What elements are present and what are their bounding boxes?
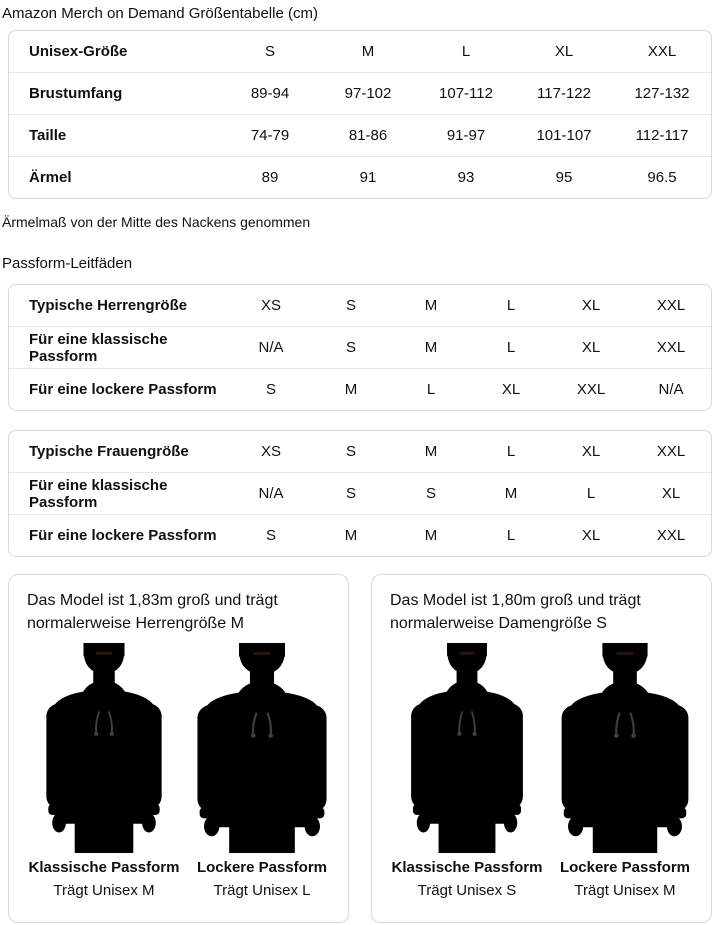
cell: XXL [656,443,686,460]
cell: M [424,443,438,460]
cell: M [344,527,358,544]
table-row-classic-fit [9,326,711,368]
cell: XL [581,443,601,460]
cell: N/A [658,381,684,398]
fit-caption-title: Klassische Passform [28,859,180,876]
figure-loose-fit [546,643,704,900]
figure-classic-fit [388,643,546,900]
cell: XS [260,297,281,314]
cell: L [506,297,516,314]
fit-caption-size: Trägt Unisex M [53,882,155,899]
cell: 93 [457,169,475,186]
table-row-sleeve [9,156,711,198]
cell: N/A [258,339,284,356]
female-model-classic-fit-image [388,643,546,853]
cell: 91-97 [446,127,486,144]
cell: L [506,339,516,356]
size-table-header-row [9,31,711,72]
model-card-women [371,574,712,923]
cell: N/A [258,485,284,502]
cell: M [344,381,358,398]
size-col-s: S [264,43,275,60]
model-figures [25,643,332,900]
table-row-typical-men-size [9,285,711,326]
cell: M [424,527,438,544]
female-model-loose-fit-image [546,643,704,853]
cell: XXL [656,297,686,314]
cell: 81-86 [348,127,388,144]
row-label: Brustumfang [29,85,123,102]
cell: 101-107 [536,127,592,144]
cell: XL [581,527,601,544]
cell: XS [260,443,281,460]
fit-table-women [8,430,712,557]
cell: XL [501,381,521,398]
row-label: Typische Herrengröße [29,297,188,314]
figure-loose-fit [183,643,341,900]
cell: 117-122 [537,85,591,102]
size-col-l: L [461,43,471,60]
fit-caption-size: Trägt Unisex L [213,882,311,899]
model-card-men [8,574,349,923]
row-label: Typische Frauengröße [29,443,189,460]
fit-caption-title: Lockere Passform [196,859,328,876]
model-card-heading: Das Model ist 1,80m groß und trägt normalerweise Damengröße S [390,592,641,632]
model-card-heading: Das Model ist 1,83m groß und trägt normalerweise Herrengröße M [27,592,278,632]
row-label: Für eine lockere Passform [29,527,217,544]
cell: 96.5 [647,169,677,186]
cell: XXL [576,381,606,398]
cell: XL [581,339,601,356]
unisex-size-table [8,30,712,199]
size-table-header-label: Unisex-Größe [29,43,128,60]
model-figures [388,643,695,900]
fit-caption-title: Lockere Passform [559,859,691,876]
cell: S [265,527,276,544]
male-model-classic-fit-image [25,643,183,853]
table-row-loose-fit [9,368,711,410]
table-row-classic-fit [9,472,711,514]
cell: XL [661,485,681,502]
cell: L [506,443,516,460]
size-col-xl: XL [554,43,574,60]
figure-classic-fit [25,643,183,900]
cell: 95 [555,169,573,186]
row-label: Für eine lockere Passform [29,381,217,398]
fit-caption-size: Trägt Unisex S [417,882,517,899]
male-model-loose-fit-image [183,643,341,853]
cell: 97-102 [344,85,392,102]
model-cards-row [8,574,712,923]
cell: L [586,485,596,502]
fit-guides-title: Passform-Leitfäden [2,255,133,272]
cell: XXL [656,339,686,356]
cell: 127-132 [634,85,690,102]
row-label: Für eine klassische Passform [29,330,168,365]
fit-caption-title: Klassische Passform [391,859,543,876]
row-label: Ärmel [29,169,72,186]
cell: XXL [656,527,686,544]
cell: 91 [359,169,377,186]
cell: S [265,381,276,398]
cell: 107-112 [439,85,493,102]
cell: 112-117 [635,127,689,144]
cell: 89-94 [250,85,290,102]
cell: 89 [261,169,279,186]
cell: S [345,297,356,314]
cell: S [425,485,436,502]
fit-caption-size: Trägt Unisex M [574,882,676,899]
table-row-loose-fit [9,514,711,556]
cell: S [345,485,356,502]
cell: XL [581,297,601,314]
row-label: Für eine klassische Passform [29,476,168,511]
cell: 74-79 [250,127,290,144]
page-title: Amazon Merch on Demand Größentabelle (cm) [2,5,318,22]
table-row-typical-women-size [9,431,711,472]
cell: S [345,443,356,460]
table-row-waist [9,114,711,156]
size-col-m: M [361,43,375,60]
size-col-xxl: XXL [647,43,677,60]
cell: L [426,381,436,398]
fit-table-men [8,284,712,411]
sleeve-measure-footnote: Ärmelmaß von der Mitte des Nackens genommen [2,214,311,230]
cell: M [504,485,518,502]
cell: M [424,339,438,356]
cell: S [345,339,356,356]
row-label: Taille [29,127,67,144]
table-row-chest [9,72,711,114]
cell: M [424,297,438,314]
cell: L [506,527,516,544]
